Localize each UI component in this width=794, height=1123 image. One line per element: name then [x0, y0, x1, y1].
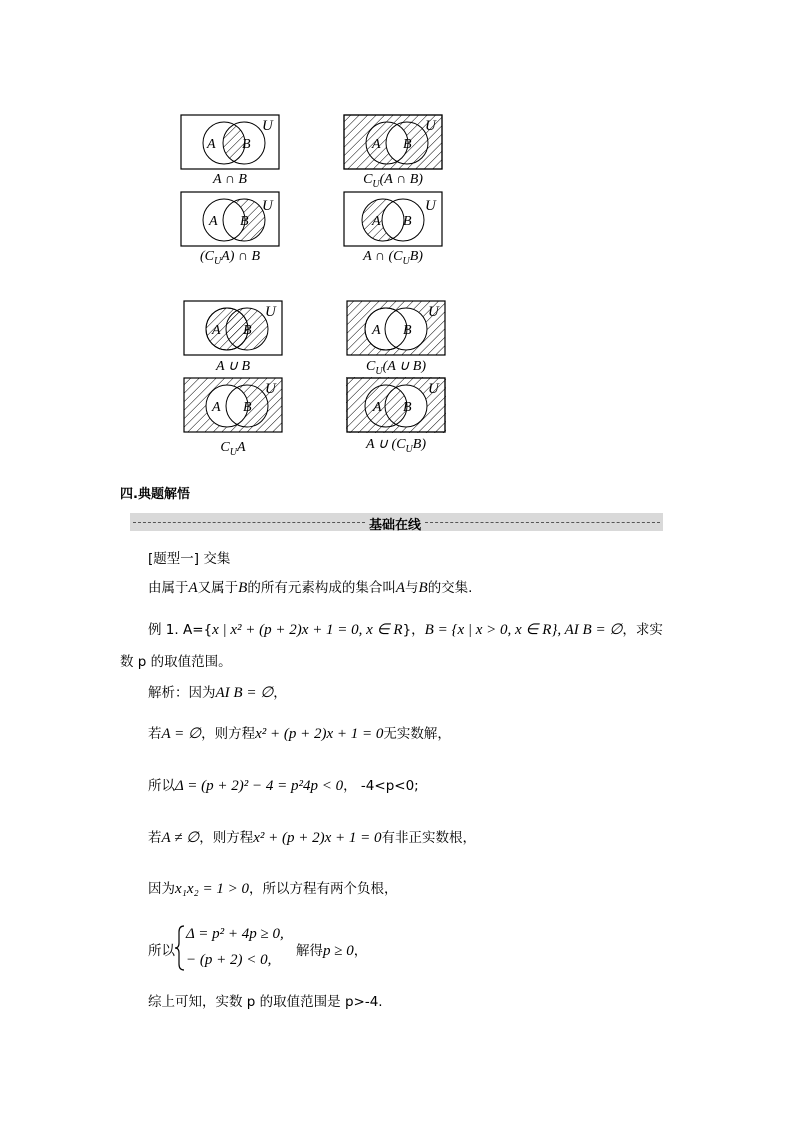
solution-line-6-result: 解得p ≥ 0， — [296, 943, 368, 959]
svg-text:U: U — [425, 198, 436, 214]
solution-line-5: 因为x₁x₂ = 1 > 0，所以方程有两个负根， — [148, 881, 398, 897]
svg-text:U: U — [428, 304, 439, 320]
svg-text:A: A — [372, 137, 381, 152]
example-1: 例 1. A={x | x² + (p + 2)x + 1 = 0, x ∈ R}，B = {x | x > 0, x ∈ R}, AI B = ∅，求实 — [148, 622, 663, 638]
solution-line-3: 所以Δ = (p + 2)² − 4 = p²4p < 0， -4<p<0; — [148, 778, 419, 794]
system-line-1: Δ = p² + 4p ≥ 0, — [186, 926, 284, 942]
caption-cu-a-intersect-b: $(C_UA)$ ∩ B — [199, 249, 261, 267]
caption-cu-a: $C_UA$ — [220, 440, 246, 458]
svg-text:B: B — [243, 400, 252, 415]
banner-label: 基础在线 — [369, 518, 422, 533]
venn-a-union-b — [183, 300, 283, 356]
svg-text:A: A — [207, 137, 216, 152]
svg-text:B: B — [243, 323, 252, 338]
svg-text:A: A — [372, 323, 381, 338]
caption-a-union-b: A ∪ B — [215, 359, 251, 374]
venn-complement-a-intersect-b-2 — [180, 191, 280, 247]
svg-text:U: U — [262, 198, 273, 214]
svg-text:U: U — [425, 118, 436, 134]
solution-line-4: 若A ≠ ∅，则方程x² + (p + 2)x + 1 = 0有非正实数根， — [148, 830, 476, 846]
section-banner — [130, 513, 663, 531]
svg-text:A: A — [372, 214, 381, 229]
venn-complement-a-union-b — [346, 300, 446, 356]
venn-a-intersect-complement-b — [343, 191, 443, 247]
svg-text:U: U — [428, 381, 439, 397]
svg-text:A: A — [212, 400, 221, 415]
svg-text:U: U — [262, 118, 273, 134]
section-title: 四.典题解悟 — [120, 487, 190, 502]
caption-a-intersect-b: A ∩ B — [213, 172, 247, 187]
svg-text:B: B — [240, 214, 249, 229]
venn-a-intersect-b — [180, 114, 280, 170]
svg-text:U: U — [265, 304, 276, 320]
caption-complement-a-intersect-b: $C_U(A$ ∩ B) — [363, 172, 423, 190]
venn-complement-a — [183, 377, 283, 433]
banner-dash-left — [133, 522, 365, 523]
system-line-2: − (p + 2) < 0, — [186, 952, 272, 968]
svg-text:A: A — [209, 214, 218, 229]
svg-text:B: B — [403, 137, 412, 152]
solution-line-6-label: 所以 — [148, 943, 175, 959]
svg-text:A: A — [212, 323, 221, 338]
solution-line-2: 若A = ∅，则方程x² + (p + 2)x + 1 = 0无实数解， — [148, 726, 451, 742]
example-1-cont: 数 p 的取值范围。 — [120, 654, 232, 670]
conclusion: 综上可知，实数 p 的取值范围是 p>-4. — [148, 994, 383, 1010]
svg-text:B: B — [403, 400, 412, 415]
svg-text:U: U — [265, 381, 276, 397]
type1-heading: [题型一] 交集 — [148, 551, 231, 567]
caption-a-union-cu-b: A ∪ $(C_UB)$ — [366, 437, 426, 455]
venn-a-union-complement-b — [346, 377, 446, 433]
banner-dash-right — [425, 522, 660, 523]
caption-a-intersect-cu-b: A ∩ $(C_UB)$ — [363, 249, 423, 267]
system-brace — [174, 924, 186, 972]
svg-text:B: B — [403, 323, 412, 338]
solution-line-1: 解析：因为AI B = ∅， — [148, 685, 287, 701]
svg-text:B: B — [242, 137, 251, 152]
venn-complement-a-intersect-b — [343, 114, 443, 170]
svg-text:A: A — [373, 400, 382, 415]
caption-cu-a-union-b: $C_U(A$ ∪ B) — [366, 359, 426, 377]
svg-text:B: B — [403, 214, 412, 229]
type1-definition: 由属于A又属于B的所有元素构成的集合叫A与B的交集. — [148, 580, 473, 596]
